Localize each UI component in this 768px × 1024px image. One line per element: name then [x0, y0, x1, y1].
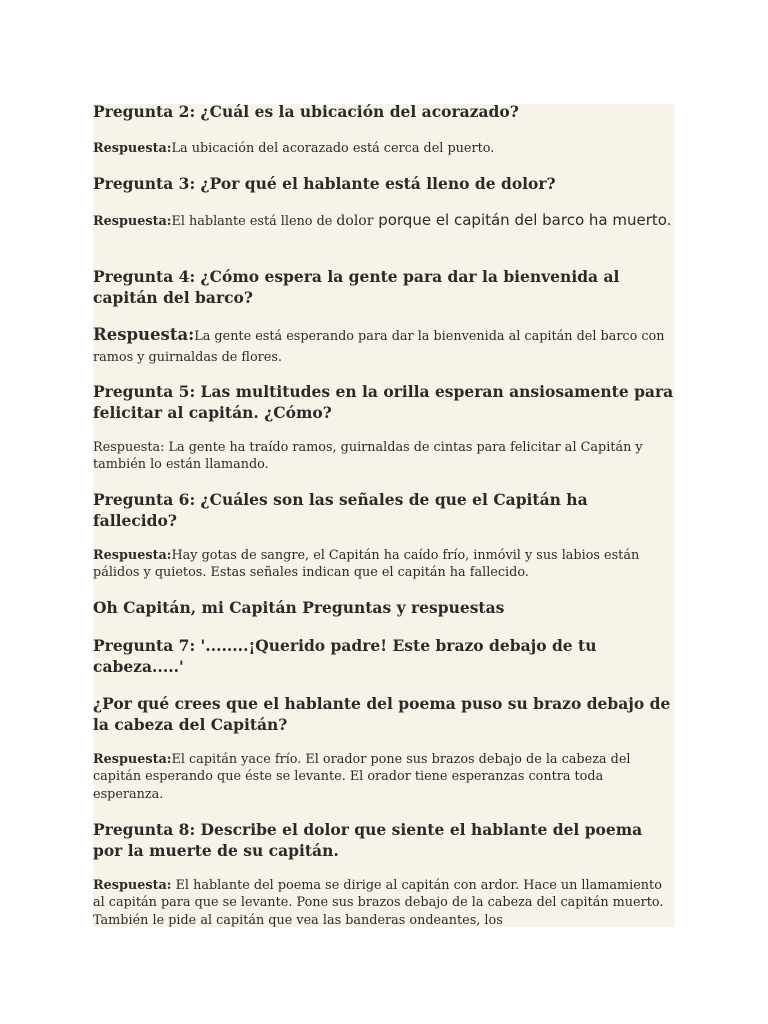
question-4: Pregunta 4: ¿Cómo espera la gente para dar la bienvenida al capitán del barco? — [93, 267, 620, 307]
answer-label: Respuesta: — [93, 214, 172, 229]
answer-text: La ubicación del acorazado está cerca del puerto. — [171, 141, 495, 156]
answer-2 — [93, 140, 675, 157]
answer-text: La gente está esperando para dar la bienvenida al capitán del barco con ramos y guirnaldas de flores. — [93, 329, 665, 365]
document-page — [93, 104, 675, 927]
answer-text: dolor — [336, 213, 374, 229]
question-8: Pregunta 8: Describe el dolor que siente el hablante del poema por la muerte de su capitán. — [93, 820, 643, 860]
answer-4 — [93, 324, 675, 368]
answer-7 — [93, 751, 675, 803]
answer-text: Hay gotas de sangre, el Capitán ha caído frío, inmóvil y sus labios están pálidos y quietos. Estas señales indican que el capitán ha fallecido. — [93, 548, 640, 581]
question-2: Pregunta 2: ¿Cuál es la ubicación del acorazado? — [93, 104, 519, 121]
answer-label: Respuesta: — [93, 752, 172, 767]
question-7-follow-up: ¿Por qué crees que el hablante del poema puso su brazo debajo de la cabeza del Capitán? — [93, 694, 671, 734]
question-5: Pregunta 5: Las multitudes en la orilla esperan ansiosamente para felicitar al capitán. ¿Cómo? — [93, 382, 674, 422]
answer-label: Respuesta: — [93, 141, 172, 156]
answer-text: porque el capitán del barco ha muerto. — [373, 211, 672, 229]
answer-text: El capitán yace frío. El orador pone sus brazos debajo de la cabeza del capitán esperando que éste se levante. El orador tiene esperanzas contra toda esperanza. — [93, 752, 631, 802]
section-heading: Oh Capitán, mi Capitán Preguntas y respuestas — [93, 598, 505, 617]
answer-label: Respuesta: — [93, 878, 172, 893]
question-6: Pregunta 6: ¿Cuáles son las señales de que el Capitán ha fallecido? — [93, 490, 588, 530]
answer-text: El hablante está lleno de — [171, 214, 337, 229]
answer-6 — [93, 547, 675, 582]
answer-text: El hablante del poema se dirige al capitán con ardor. Hace un llamamiento al capitán para que se levante. Pone sus brazos debajo de la cabeza del capitán muerto. También le pide al capitán que vea las banderas ondeantes, los — [93, 878, 664, 927]
question-7: Pregunta 7: '........¡Querido padre! Este brazo debajo de tu cabeza.....' — [93, 636, 597, 676]
answer-3 — [93, 210, 675, 232]
answer-label: Respuesta: — [93, 325, 195, 344]
answer-label: Respuesta: — [93, 548, 172, 563]
answer-5: Respuesta: La gente ha traído ramos, guirnaldas de cintas para felicitar al Capitán y también lo están llamando. — [93, 440, 643, 473]
question-3: Pregunta 3: ¿Por qué el hablante está lleno de dolor? — [93, 174, 556, 193]
answer-8 — [93, 877, 675, 927]
